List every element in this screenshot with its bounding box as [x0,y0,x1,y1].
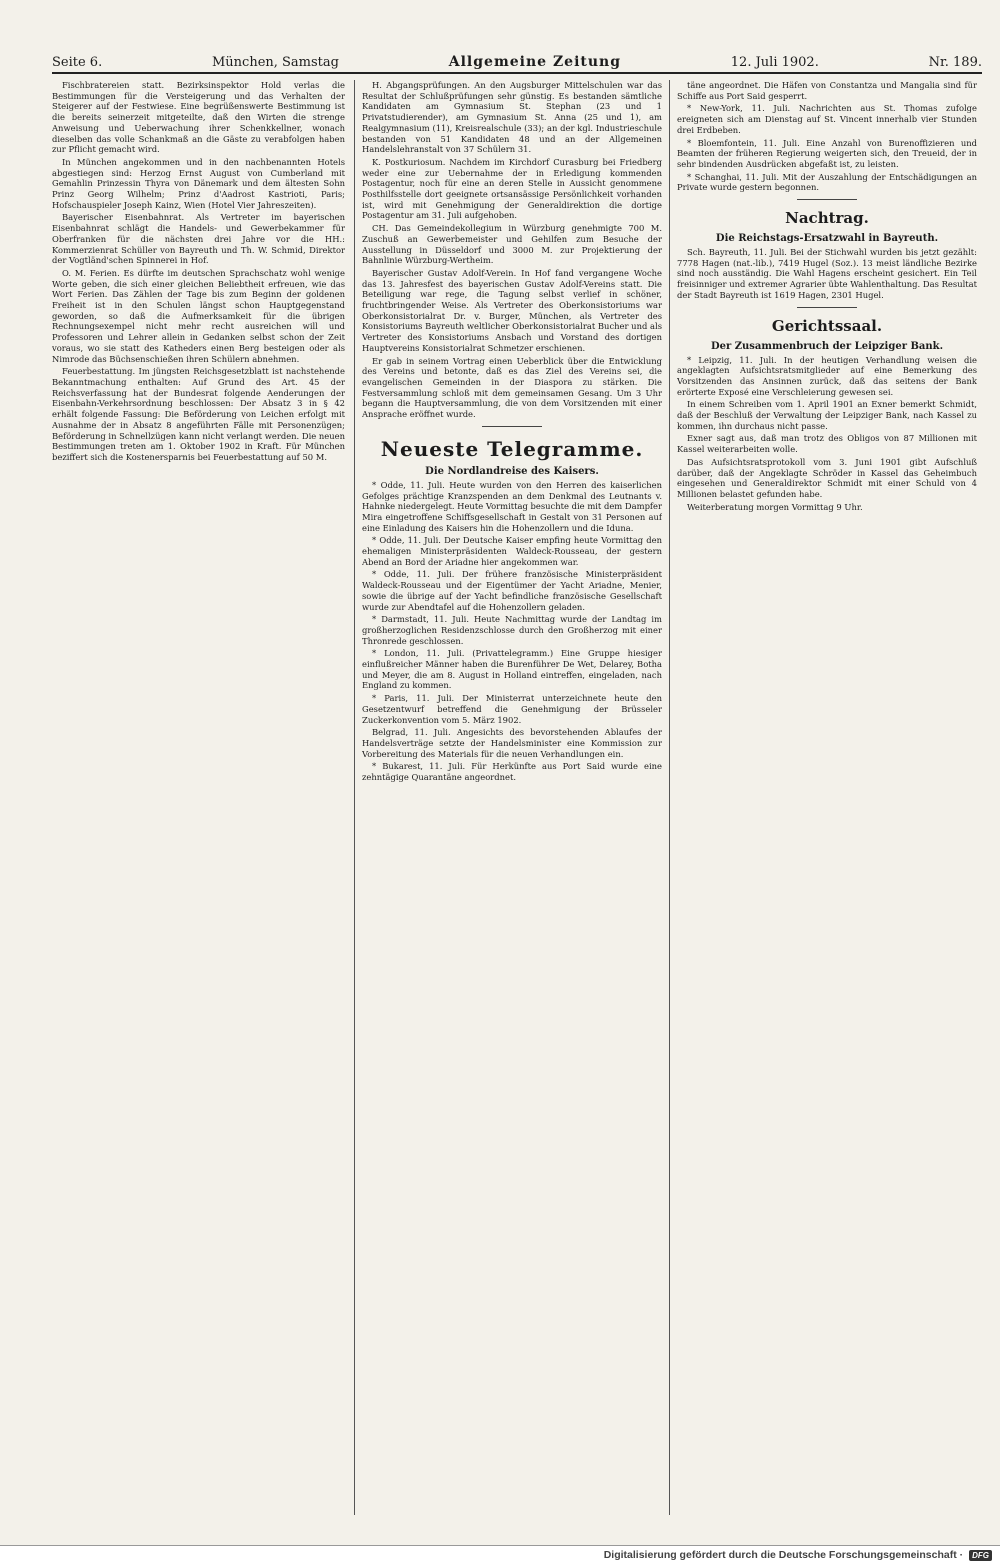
place-day: München, Samstag [211,55,339,70]
telegram-item: * London, 11. Juli. (Privattelegramm.) Eine Gruppe hiesiger einflußreicher Männer haben die Burenführer De Wet, Delarey, Botha und Meyer, die am 8. August in Holland eintreffen, eingeladen, nach England zu kommen. [362,648,662,691]
article-paragraph: In einem Schreiben vom 1. April 1901 an Exner bemerkt Schmidt, daß der Beschluß der Verwaltung der Leipziger Bank, nach Kassel zu kommen, ihn durchaus nicht passe. [677,399,977,431]
digitization-footer [0,1545,1000,1564]
article-paragraph: H. Abgangsprüfungen. An den Augsburger Mittelschulen war das Resultat der Schlußprüfungen sehr günstig. Es bestanden sämtliche Kandidaten am Gymnasium St. Stephan (23 und 1 Privatstudierender), am Gymnasium St. Anna (25 und 1), am Realgymnasium (11), Kreisrealschule (33); an der kgl. Industrieschule bestanden von 51 Kandidaten 48 und an der Allgemeinen Handelslehranstalt von 37 Schülern 31. [362,80,662,155]
telegram-item: * Odde, 11. Juli. Heute wurden von den Herren des kaiserlichen Gefolges prächtige Kranzspenden an dem Denkmal des Leutnants v. Hahnke niedergelegt. Heute Vormittag besuchte die mit dem Dampfer Mira eingetroffene Schiffsgesellschaft in Gestalt von 31 Personen auf eine Einladung des Kaisers hin die Hohenzollern und die Iduna. [362,479,662,533]
column-1 [52,80,345,1515]
article-paragraph: O. M. Ferien. Es dürfte im deutschen Sprachschatz wohl wenige Worte geben, die sich einer gleichen Beliebtheit erfreuen, wie das Wort Ferien. Das Zählen der Tage bis zum Beginn der goldenen Freiheit ist in den Schulen längst schon Hauptgegenstand geworden, so daß die Aufmerksamkeit für die übrigen Rechnungsexempel nicht mehr recht ausreichen will und Professoren und Lehrer allein in Gedanken selbst schon der Zeit voraus, wo sie statt des Katheders einen Berg besteigen oder als Nimrode das Büchsenschießen ihren Schülern abnehmen. [52,267,345,364]
footer-text: Digitalisierung gefördert durch die Deutsche Forschungsgemeinschaft · [603,1549,964,1561]
article-paragraph: * Leipzig, 11. Juli. In der heutigen Verhandlung weisen die angeklagten Aufsichtsratsmitglieder auf eine Bemerkung des Vorsitzenden das Ansinnen zurück, daß das seitens der Bank erörterte Exposé eine Verschleierung gewesen sei. [677,354,977,397]
column-rule [669,80,670,1515]
telegram-item: * Paris, 11. Juli. Der Ministerrat unterzeichnete heute den Gesetzentwurf betreffend die Genehmigung der Brüsseler Zuckerkonvention vom 5. März 1902. [362,693,662,725]
page-header [52,52,982,74]
article-paragraph: CH. Das Gemeindekollegium in Würzburg genehmigte 700 M. Zuschuß an Gewerbemeister und Gehilfen zum Besuche der Ausstellung in Düsseldorf und 3000 M. zur Projektierung der Bahnlinie Würzburg-Wertheim. [362,223,662,266]
article-paragraph: * Bloemfontein, 11. Juli. Eine Anzahl von Burenoffizieren und Beamten der früheren Regierung weigerten sich, den Treueid, der in sehr bindenden Ausdrücken abgefaßt ist, zu leisten. [677,137,977,169]
article-paragraph: Das Aufsichtsratsprotokoll vom 3. Juni 1901 gibt Aufschluß darüber, daß der Angeklagte Schröder in Kassel das Geheimbuch eingesehen und Generaldirektor Schmidt mit einer Schuld von 4 Millionen belastet gefunden habe. [677,456,977,499]
page-number: Seite 6. [52,55,103,70]
telegram-item: * Bukarest, 11. Juli. Für Herkünfte aus Port Said wurde eine zehntägige Quarantäne angeordnet. [362,761,662,783]
issue-date: 12. Juli 1902. [730,55,819,70]
article-paragraph: Bayerischer Gustav Adolf-Verein. In Hof fand vergangene Woche das 13. Jahresfest des bayerischen Gustav Adolf-Vereins statt. Die Beteiligung war rege, die Tagung selbst verlief in schöner, fruchtbringender Weise. Als Vertreter des Oberkonsistoriums war Oberkonsistorialrat Dr. v. Burger, München, als Vertreter des Konsistoriums Bayreuth weltlicher Oberkonsistorialrat Bucher und als Vertreter des Konsistoriums Ansbach und Vorstand des dortigen Hauptvereins Konsistorialrat Schmetzer erschienen. [362,267,662,353]
gericht-title: Gerichtssaal. [771,316,883,335]
article-paragraph: * New-York, 11. Juli. Nachrichten aus St. Thomas zufolge ereigneten sich am Dienstag auf St. Vincent innerhalb vier Stunden drei Erdbeben. [677,103,977,135]
telegram-item: * Odde, 11. Juli. Der frühere französische Ministerpräsident Waldeck-Rousseau und der Eigentümer der Yacht Ariadne, Menier, sowie die übrige auf der Yacht befindliche französische Gesellschaft wurde zur Abendtafel auf die Hohenzollern geladen. [362,569,662,612]
telegram-item: * Odde, 11. Juli. Der Deutsche Kaiser empfing heute Vormittag den ehemaligen Ministerpräsidenten Waldeck-Rousseau, der gestern Abend an Bord der Ariadne hier angekommen war. [362,535,662,567]
telegram-item: * Darmstadt, 11. Juli. Heute Nachmittag wurde der Landtag im großherzoglichen Residenzschlosse durch den Großherzog mit einer Thronrede geschlossen. [362,614,662,646]
column-3 [677,80,977,1515]
nachtrag-title: Nachtrag. [785,209,869,228]
article-paragraph: In München angekommen und in den nachbenannten Hotels abgestiegen sind: Herzog Ernst August von Cumberland mit Gemahlin Prinzessin Thyra von Dänemark und dem ältesten Sohn Prinz Georg Wilhelm; Prinz d'Aadrost Kastrioti, Paris; Hofschauspieler Joseph Kainz, Wien (Hotel Vier Jahreszeiten). [52,156,345,210]
dfg-logo: DFG [969,1550,992,1561]
nachtrag-subhead: Die Reichstags-Ersatzwahl in Bayreuth. [715,233,939,245]
article-paragraph: Feuerbestattung. Im jüngsten Reichsgesetzblatt ist nachstehende Bekanntmachung enthalten: Auf Grund des Art. 45 der Reichsverfassung hat der Bundesrat folgende Aenderungen der Eisenbahn-Verkehrsordnung beschlossen: Der Absatz 3 in § 42 erhält folgende Fassung: Die Beförderung von Leichen erfolgt mit Ausnahme der in Absatz 8 angeführten Fälle mit Personenzügen; Beförderung in Schnellzügen kann nicht verlangt werden. Die neuen Bestimmungen treten am 1. Oktober 1902 in Kraft. Für München beziffert sich die Kostenersparnis bei Feuerbestattung auf 50 M. [52,366,345,462]
article-paragraph: Exner sagt aus, daß man trotz des Obligos von 87 Millionen mit Kassel weiterarbeiten wolle. [677,433,977,455]
newspaper-page [52,52,982,1517]
telegrams-headline: Neueste Telegramme. [380,436,644,461]
newspaper-title: Allgemeine Zeitung [448,54,622,70]
section-divider [797,307,857,308]
issue-number: Nr. 189. [928,55,982,70]
article-paragraph: Fischbratereien statt. Bezirksinspektor Hold verlas die Bestimmungen für die Versteigerung und das Verhalten der Steigerer auf der Festwiese. Eine begrüßenswerte Bestimmung ist die bereits seinerzeit mitgeteilte, daß den Wirten die strenge Anweisung und Ueberwachung ihrer Schenkkellner, wonach dieselben das volle Schankmaß an die Gäste zu verabfolgen haben zur Pflicht gemacht wird. [52,80,345,155]
column-rule [354,80,355,1515]
article-paragraph: Er gab in seinem Vortrag einen Ueberblick über die Entwicklung des Vereins und betonte, daß es das Ziel des Vereins sei, die evangelischen Gemeinden in der Diaspora zu stärken. Die Festversammlung schloß mit dem gemeinsamen Gesang. Um 3 Uhr begann die Hauptversammlung, die von dem Vorsitzenden mit einer Ansprache eröffnet wurde. [362,355,662,420]
article-paragraph: K. Postkuriosum. Nachdem im Kirchdorf Curasburg bei Friedberg weder eine zur Uebernahme der in Erledigung kommenden Postagentur, noch für eine an deren Stelle in Aussicht genommene Posthilfsstelle dort geeignete ortsansässige Persönlichkeit vorhanden ist, wird mit Genehmigung der Generaldirektion die dortige Postagentur am 31. Juli aufgehoben. [362,156,662,221]
section-divider [482,426,542,427]
telegrams-subhead: Die Nordlandreise des Kaisers. [425,465,599,477]
gericht-subhead: Der Zusammenbruch der Leipziger Bank. [710,340,944,352]
article-paragraph: Bayerischer Eisenbahnrat. Als Vertreter im bayerischen Eisenbahnrat schlägt die Handels- und Gewerbekammer für Oberfranken für die nächsten drei Jahre vor die HH.: Kommerzienrat Schüller von Bayreuth und Th. W. Schmid, Direktor der Vogtländ'schen Spinnerei in Hof. [52,212,345,266]
article-paragraph: * Schanghai, 11. Juli. Mit der Auszahlung der Entschädigungen an Private wurde gestern begonnen. [677,171,977,193]
article-paragraph: Sch. Bayreuth, 11. Juli. Bei der Stichwahl wurden bis jetzt gezählt: 7778 Hagen (nat.-lib.), 7419 Hugel (Soz.). 13 meist ländliche Bezirke sind noch ausständig. Die Wahl Hagens erscheint gesichert. Ein Teil freisinniger und extremer Agrarier übte Wahlenthaltung. Das Resultat der Stadt Bayreuth ist 1619 Hagen, 2301 Hugel. [677,247,977,300]
article-paragraph: Weiterberatung morgen Vormittag 9 Uhr. [687,501,863,512]
article-paragraph: täne angeordnet. Die Häfen von Constantza und Mangalia sind für Schiffe aus Port Said gesperrt. [677,80,977,101]
column-2 [362,80,662,1515]
section-divider [797,199,857,200]
telegram-item: Belgrad, 11. Juli. Angesichts des bevorstehenden Ablaufes der Handelsverträge setzte der Handelsminister eine Kommission zur Vorbereitung des Materials für die neuen Verhandlungen ein. [362,727,662,759]
